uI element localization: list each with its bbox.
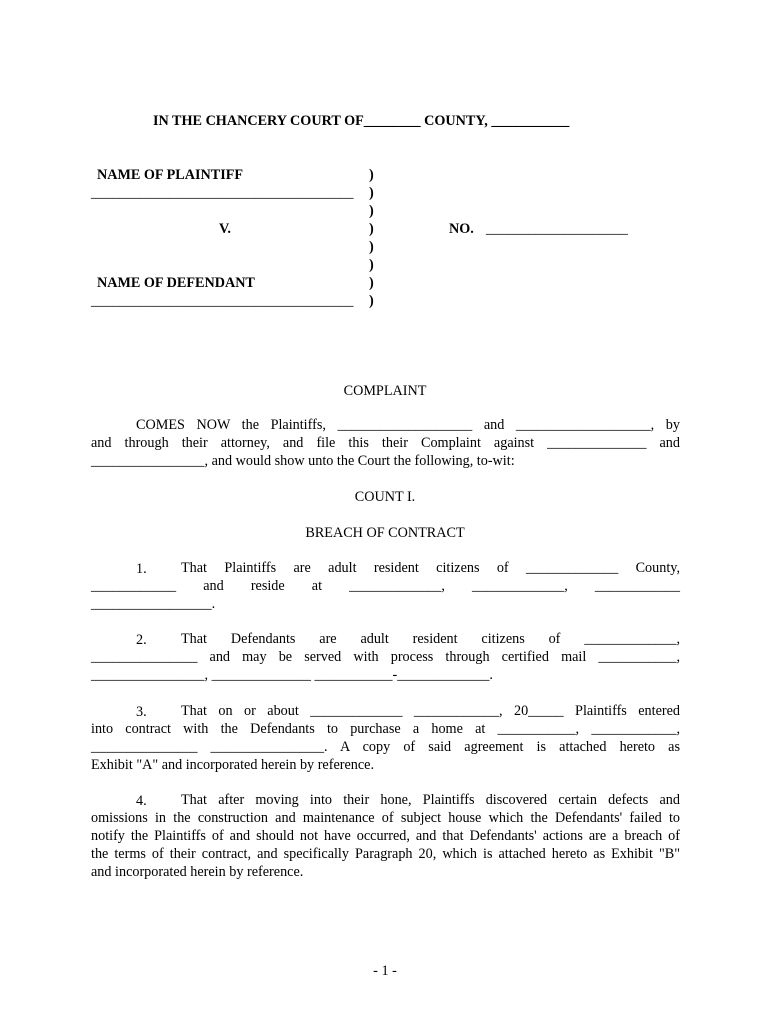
paragraph-line: That on or about _____________ ____________, 20_____ Plaintiffs entered	[181, 703, 680, 719]
intro-paragraph	[91, 417, 680, 471]
caption-paren: )	[369, 239, 374, 255]
paragraph-number: 1.	[136, 561, 147, 577]
paragraph-line: omissions in the construction and maintenance of subject house which the Defendants' failed to	[91, 809, 680, 826]
paragraph-4	[91, 792, 680, 882]
complaint-title: COMPLAINT	[343, 383, 427, 399]
paragraph-line: That Defendants are adult resident citizens of _____________,	[181, 631, 680, 647]
defendant-line: _____________________________________	[91, 293, 354, 309]
paragraph-line: notify the Plaintiffs of and should not have occurred, and that Defendants' actions are a breach of	[91, 827, 680, 844]
intro-line: ________________, and would show unto the Court the following, to-wit:	[91, 452, 515, 469]
paragraph-line: ____________ and reside at _____________, _____________, ____________	[91, 577, 680, 594]
paragraph-number: 3.	[136, 704, 147, 720]
caption-paren: )	[369, 167, 374, 183]
paragraph-line: the terms of their contract, and specifically Paragraph 20, which is attached hereto as Exhibit "B"	[91, 845, 680, 862]
paragraph-line: Exhibit "A" and incorporated herein by reference.	[91, 756, 374, 773]
paragraph-line: ________________, ______________ ___________-_____________.	[91, 666, 493, 683]
paragraph-line: into contract with the Defendants to purchase a home at ___________, ____________,	[91, 720, 680, 737]
paragraph-number: 4.	[136, 793, 147, 809]
paragraph-2	[91, 631, 680, 685]
intro-line: COMES NOW the Plaintiffs, ___________________ and ___________________, by	[136, 417, 680, 433]
case-number-line: ____________________	[486, 221, 628, 237]
paragraph-line: That Plaintiffs are adult resident citizens of _____________ County,	[181, 560, 680, 576]
count-heading: COUNT I.	[354, 489, 416, 505]
defendant-label: NAME OF DEFENDANT	[97, 275, 255, 291]
paragraph-3	[91, 703, 680, 775]
caption-paren: )	[369, 257, 374, 273]
count-subheading: BREACH OF CONTRACT	[305, 525, 465, 541]
paragraph-line: and incorporated herein by reference.	[91, 863, 304, 880]
caption-paren: )	[369, 203, 374, 219]
versus-label: V.	[219, 221, 231, 237]
court-heading: IN THE CHANCERY COURT OF________ COUNTY, ___________	[153, 113, 570, 129]
paragraph-line: _______________ and may be served with process through certified mail ___________,	[91, 648, 680, 665]
case-number-label: NO.	[449, 221, 474, 237]
caption-paren: )	[369, 221, 374, 237]
caption-paren: )	[369, 275, 374, 291]
paragraph-line: _______________ ________________. A copy of said agreement is attached hereto as	[91, 738, 680, 755]
paragraph-line: _________________.	[91, 595, 216, 612]
paragraph-number: 2.	[136, 632, 147, 648]
caption-paren: )	[369, 185, 374, 201]
paragraph-1	[91, 560, 680, 614]
intro-line: and through their attorney, and file this their Complaint against ______________ and	[91, 434, 680, 451]
caption-paren: )	[369, 293, 374, 309]
page-number: - 1 -	[373, 963, 397, 979]
plaintiff-line: _____________________________________	[91, 185, 354, 201]
plaintiff-label: NAME OF PLAINTIFF	[97, 167, 244, 183]
paragraph-line: That after moving into their hone, Plaintiffs discovered certain defects and	[181, 792, 680, 808]
